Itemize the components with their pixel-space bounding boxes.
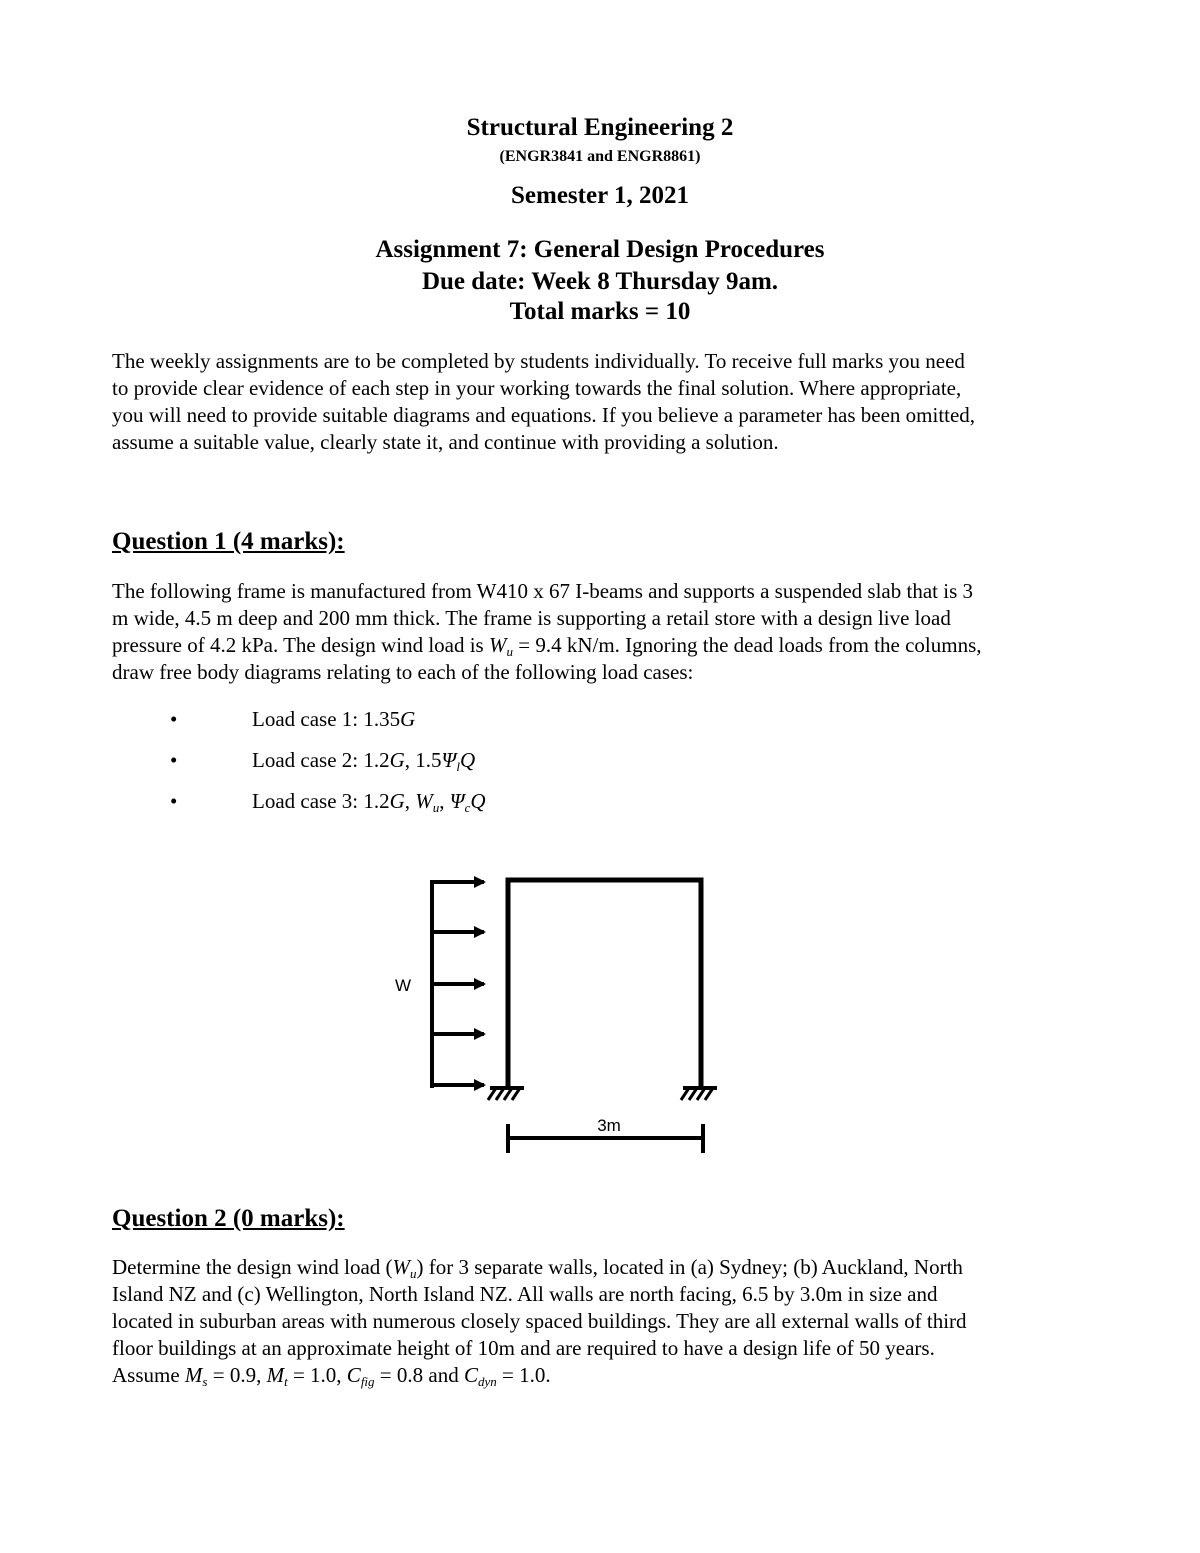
q2-text-fragment: ) for 3 separate walls, located in (a) Sydney; (b) Auckland, North <box>416 1255 963 1279</box>
wind-load-symbol: W <box>392 1255 411 1279</box>
wind-load-subscript: u <box>410 1266 417 1281</box>
dead-load-symbol: G <box>400 707 416 731</box>
wind-load-symbol: W <box>488 633 507 657</box>
psi-symbol: Ψ <box>449 789 465 813</box>
wind-load-symbol: W <box>415 789 433 813</box>
ms-value: = 0.9, <box>207 1363 267 1387</box>
assignment-title: Assignment 7: General Design Procedures <box>375 236 825 263</box>
cdyn-symbol: C <box>463 1363 478 1387</box>
fixed-support-right <box>681 1088 717 1100</box>
cfig-symbol: C <box>346 1363 361 1387</box>
psi-symbol: Ψ <box>441 748 457 772</box>
span-label: 3m <box>597 1116 621 1135</box>
cfig-value: = 0.8 and <box>374 1363 464 1387</box>
document-title: Structural Engineering 2 <box>466 114 734 141</box>
dead-load-symbol: G <box>389 748 405 772</box>
intro-line: you will need to provide suitable diagrams and equations. If you believe a parameter has been omitted, <box>112 403 976 427</box>
ms-subscript: s <box>202 1374 208 1389</box>
question-2-heading: Question 2 (0 marks): <box>112 1205 345 1232</box>
cdyn-value: = 1.0. <box>496 1363 551 1387</box>
course-codes: (ENGR3841 and ENGR8861) <box>499 148 701 165</box>
q2-line <box>112 1362 1090 1389</box>
load-case-text: Load case 3: 1.2 <box>252 789 390 813</box>
wind-load-subscript: u <box>506 644 513 659</box>
q1-text-fragment: = 9.4 kN/m. Ignoring the dead loads from the columns, <box>512 633 982 657</box>
load-case-text: Load case 1: 1.35 <box>252 707 401 731</box>
q1-text-fragment: pressure of 4.2 kPa. The design wind load is <box>112 633 489 657</box>
wind-load-subscript: u <box>432 800 440 815</box>
psi-subscript: l <box>456 759 460 774</box>
live-load-symbol: Q <box>459 748 476 772</box>
load-case-text: , 1.5 <box>404 748 442 772</box>
q1-line: The following frame is manufactured from W410 x 67 I-beams and supports a suspended slab that is 3 <box>112 579 973 603</box>
intro-line: The weekly assignments are to be completed by students individually. To receive full marks you need <box>112 349 965 373</box>
q2-line <box>112 1254 1090 1281</box>
q1-line: draw free body diagrams relating to each of the following load cases: <box>112 660 694 684</box>
q2-line: floor buildings at an approximate height of 10m and are required to have a design life of 50 years. <box>112 1336 935 1360</box>
mt-value: = 1.0, <box>287 1363 347 1387</box>
q1-line: m wide, 4.5 m deep and 200 mm thick. The frame is supporting a retail store with a design live load <box>112 606 951 630</box>
cdyn-subscript: dyn <box>477 1374 497 1389</box>
wind-label: W <box>394 976 412 995</box>
total-marks: Total marks = 10 <box>509 298 691 325</box>
separator: , <box>439 789 450 813</box>
q2-text-fragment: Determine the design wind load ( <box>112 1255 393 1279</box>
dead-load-symbol: G <box>389 789 405 813</box>
q2-line: Island NZ and (c) Wellington, North Island NZ. All walls are north facing, 6.5 by 3.0m in size and <box>112 1282 938 1306</box>
question-2-text <box>112 1254 1090 1389</box>
psi-subscript: c <box>464 800 471 815</box>
frame-members <box>508 880 701 1088</box>
intro-line: to provide clear evidence of each step in your working towards the final solution. Where appropriate, <box>112 376 962 400</box>
mt-subscript: t <box>284 1374 288 1389</box>
ms-symbol: M <box>184 1363 203 1387</box>
due-date: Due date: Week 8 Thursday 9am. <box>421 268 779 295</box>
mt-symbol: M <box>266 1363 285 1387</box>
intro-line: assume a suitable value, clearly state it, and continue with providing a solution. <box>112 430 779 454</box>
q2-line: located in suburban areas with numerous closely spaced buildings. They are all external walls of third <box>112 1309 967 1333</box>
load-case-text: Load case 2: 1.2 <box>252 748 390 772</box>
q2-text-fragment: Assume <box>112 1363 185 1387</box>
fixed-support-left <box>488 1088 524 1100</box>
cfig-subscript: fig <box>360 1374 375 1389</box>
live-load-symbol: Q <box>470 789 486 813</box>
question-1-heading: Question 1 (4 marks): <box>112 528 345 555</box>
semester: Semester 1, 2021 <box>511 182 689 209</box>
separator: , <box>404 789 416 813</box>
